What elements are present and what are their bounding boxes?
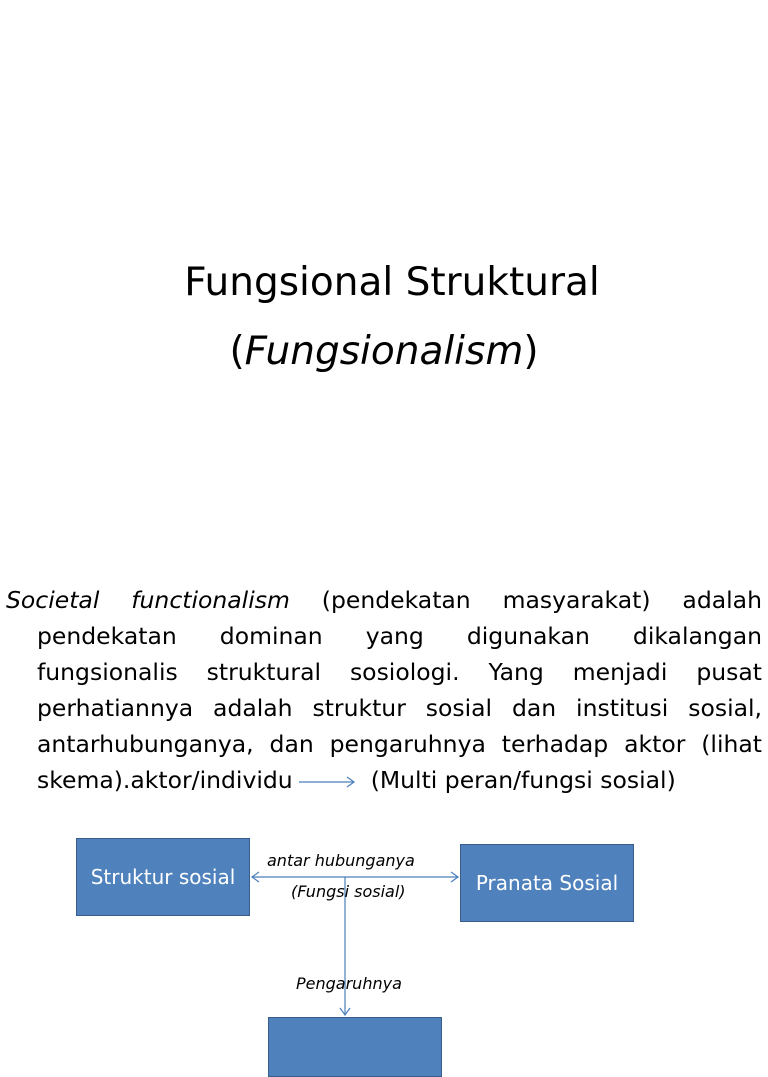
- paragraph-line-6: [6, 762, 762, 798]
- paragraph-line-4: perhatiannya adalah struktur sosial dan institusi sosial,: [37, 694, 762, 722]
- paragraph-line-6-left: skema).aktor/individu: [37, 766, 293, 794]
- arrowhead-left-icon: [252, 872, 259, 882]
- paragraph-line-2: pendekatan dominan yang digunakan dikalangan: [37, 622, 762, 650]
- body-paragraph: [6, 582, 762, 798]
- paragraph-line-1: [6, 582, 762, 618]
- subtitle-close-paren: ): [523, 329, 539, 374]
- arrowhead-down-icon: [340, 1008, 350, 1015]
- subtitle-italic-term: Fungsionalism: [244, 329, 524, 374]
- right-arrow-icon: [297, 772, 357, 792]
- paragraph-line-6-right: (Multi peran/fungsi sosial): [370, 766, 676, 794]
- box-struktur-sosial: Struktur sosial: [76, 838, 250, 916]
- paragraph-line-5: antarhubunganya, dan pengaruhnya terhadap aktor (lihat: [37, 730, 762, 758]
- box-aktor: [268, 1017, 442, 1077]
- edge-label-antar-hubunganya: antar hubunganya: [267, 851, 415, 870]
- subtitle-open-paren: (: [229, 329, 245, 374]
- paragraph-line-3: fungsionalis struktural sosiologi. Yang menjadi pusat: [37, 658, 762, 686]
- box-pranata-sosial: Pranata Sosial: [460, 844, 634, 922]
- italic-term: Societal functionalism: [6, 586, 290, 614]
- edge-label-fungsi-sosial: (Fungsi sosial): [291, 882, 406, 901]
- slide-subtitle: [0, 328, 768, 376]
- arrowhead-right-icon: [451, 872, 458, 882]
- paragraph-line-1-rest: (pendekatan masyarakat) adalah: [321, 586, 762, 614]
- slide-title: Fungsional Struktural: [184, 260, 600, 305]
- edge-label-pengaruhnya: Pengaruhnya: [296, 974, 402, 993]
